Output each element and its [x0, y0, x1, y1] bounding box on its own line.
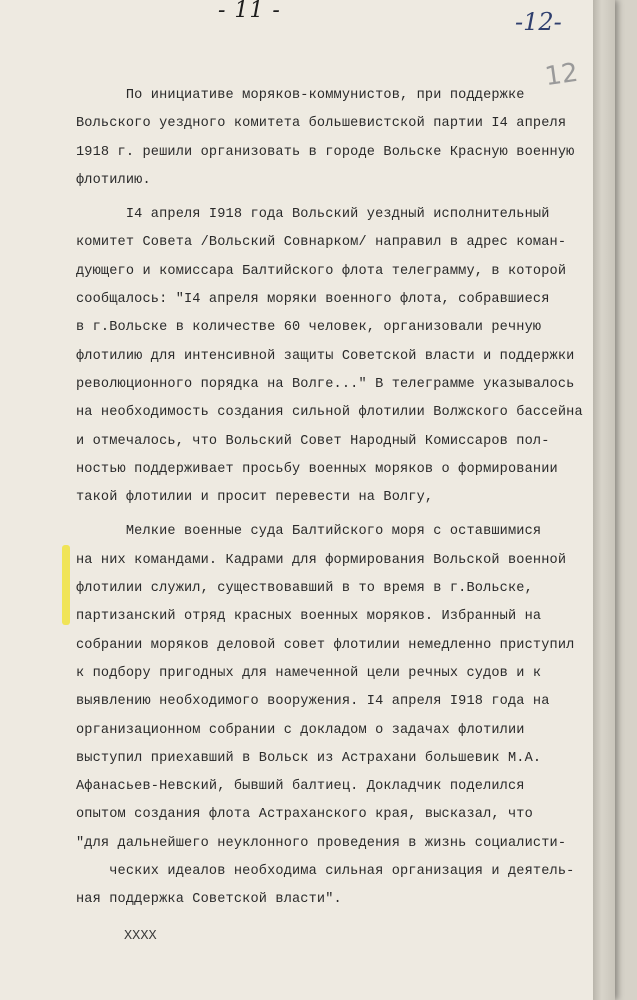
text-line: дующего и комиссара Балтийского флота телеграмму, в которой [76, 263, 567, 279]
text-line: Вольского уездного комитета большевистской партии I4 апреля [76, 116, 567, 132]
text-line: на необходимость создания сильной флотилии Волжского бассейна [76, 405, 583, 421]
text-line: флотилию. [76, 172, 151, 188]
text-line: к подбору пригодных для намеченной цели речных судов и к [76, 665, 542, 681]
text-line: выявлению необходимого вооружения. I4 апреля I918 года на [76, 694, 550, 710]
header-page-mark: - 11 - [218, 0, 281, 23]
text-line: сообщалось: "I4 апреля моряки военного флота, собравшиеся [76, 292, 550, 308]
text-line: опытом создания флота Астраханского края, высказал, что [76, 807, 533, 823]
text-line: Мелкие военные суда Балтийского моря с оставшимися [76, 524, 542, 540]
text-line: в г.Вольске в количестве 60 человек, организовали речную [76, 320, 542, 336]
paragraph-2 [76, 201, 616, 512]
text-line: По инициативе моряков-коммунистов, при поддержке [76, 88, 525, 103]
text-line: и отмечалось, что Вольский Совет Народный Комиссаров пол- [76, 433, 550, 449]
text-line: на них командами. Кадрами для формирования Вольской военной [76, 552, 567, 568]
text-line: 1918 г. решили организовать в городе Вольске Красную военную [76, 144, 575, 160]
text-line: I4 апреля I918 года Вольский уездный исполнительный [76, 207, 550, 223]
text-line: партизанский отряд красных военных моряков. Избранный на [76, 609, 542, 625]
paragraph-1 [76, 82, 616, 195]
text-line: Афанасьев-Невский, бывший балтиец. Докладчик поделился [76, 779, 525, 795]
text-line: выступил приехавший в Вольск из Астрахани большевик М.А. [76, 750, 542, 766]
text-line: флотилию для интенсивной защиты Советской власти и поддержки [76, 348, 575, 364]
text-line: "для дальнейшего неуклонного проведения в жизнь социалисти- [76, 835, 567, 851]
text-line: флотилии служил, существовавший в то время в г.Вольске, [76, 581, 533, 597]
text-line: собрании моряков деловой совет флотилии немедленно приступил [76, 637, 575, 653]
text-line: революционного порядка на Волге..." В телеграмме указывалось [76, 376, 575, 392]
pencil-page-number: 12 [543, 57, 581, 93]
text-line: организационном собрании с докладом о задачах флотилии [76, 722, 525, 738]
page-number: -12- [515, 8, 562, 36]
text-line: такой флотилии и просит перевести на Волгу, [76, 490, 434, 506]
paragraph-3 [76, 518, 616, 914]
typewritten-text [76, 82, 616, 915]
text-line: ная поддержка Советской власти". [76, 892, 342, 908]
text-line: ностью поддерживает просьбу военных моряков о формировании [76, 461, 558, 477]
yellow-highlight-mark [62, 545, 70, 625]
text-line: комитет Совета /Вольский Совнарком/ направил в адрес коман- [76, 235, 567, 251]
text-line: ческих идеалов необходима сильная организация и деятель- [76, 864, 575, 880]
footer-crossed-out-mark: ХXXX [124, 929, 157, 944]
